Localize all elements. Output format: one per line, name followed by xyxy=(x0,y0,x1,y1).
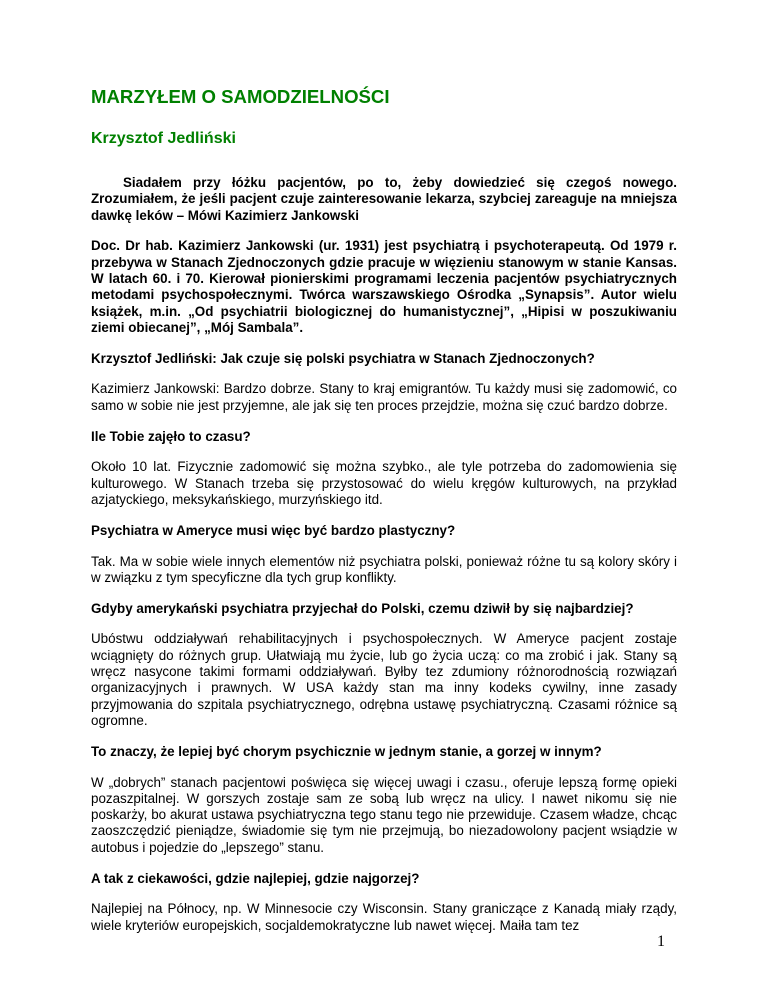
answer-4: Ubóstwu oddziaływań rehabilitacyjnych i psychospołecznych. W Ameryce pacjent zostaje wciągnięty do różnych grup. Ułatwiają mu życie, lub go życia uczą: co ma zrobić i jak. Stany są wręcz nasycone takimi formami oddziaływań. Byłby tez zdumiony różnorodnością rozwiązań organizacyjnych i prawnych. W USA każdy stan ma inny kodeks cywilny, inne zasady przyjmowania do szpitala psychiatrycznego, odrębna ustawę psychiatryczną. Czasami różnice są ogromne. xyxy=(91,631,677,728)
question-6: A tak z ciekawości, gdzie najlepiej, gdzie najgorzej? xyxy=(91,870,420,886)
page-number: 1 xyxy=(657,933,665,950)
article-title: MARZYŁEM O SAMODZIELNOŚCI xyxy=(91,86,390,107)
bio-paragraph: Doc. Dr hab. Kazimierz Jankowski (ur. 1931) jest psychiatrą i psychoterapeutą. Od 1979 r. przebywa w Stanach Zjednoczonych gdzie pracuje w więzieniu stanowym w stanie Kansas. W latach 60. i 70. Kierował pionierskimi programami leczenia pacjentów psychiatrycznych metodami psychospołecznymi. Twórca warszawskiego Ośrodka „Synapsis”. Autor wielu książek, m.in. „Od psychiatrii biologicznej do humanistycznej”, „Hipisi w poszukiwaniu ziemi obiecanej”, „Mój Sambala”. xyxy=(91,238,677,335)
lead-paragraph: Siadałem przy łóżku pacjentów, po to, żeby dowiedzieć się czegoś nowego. Zrozumiałem, że jeśli pacjent czuje zainteresowanie lekarza, szybciej zareaguje na mniejsza dawkę leków – Mówi Kazimierz Jankowski xyxy=(91,175,677,223)
question-1: Krzysztof Jedliński: Jak czuje się polski psychiatra w Stanach Zjednoczonych? xyxy=(91,350,595,366)
question-5: To znaczy, że lepiej być chorym psychicznie w jednym stanie, a gorzej w innym? xyxy=(91,743,602,759)
article-body xyxy=(91,175,677,948)
answer-1: Kazimierz Jankowski: Bardzo dobrze. Stany to kraj emigrantów. Tu każdy musi się zadomowić, co samo w sobie nie jest przyjemne, ale jak się ten proces przejdzie, można się czuć bardzo dobrze. xyxy=(91,381,677,413)
article-author: Krzysztof Jedliński xyxy=(91,130,236,147)
answer-6: Najlepiej na Północy, np. W Minnesocie czy Wisconsin. Stany graniczące z Kanadą miały rządy, wiele kryteriów europejskich, socjaldemokratyczne lub nawet więcej. Maiła tam tez xyxy=(91,901,677,933)
question-3: Psychiatra w Ameryce musi więc być bardzo plastyczny? xyxy=(91,522,456,538)
answer-5: W „dobrych” stanach pacjentowi poświęca się więcej uwagi i czasu., oferuje lepszą formę opieki pozaszpitalnej. W gorszych zostaje sam ze sobą lub wręcz na ulicy. I nawet nikomu się nie poskarży, bo akurat ustawa psychiatryczna tego stanu tego nie przewiduje. Czasem władze, chcąc zaoszczędzić pieniądze, świadomie się tym nie przejmują, bo niezadowolony pacjent wsiądzie w autobus i pojedzie do „lepszego” stanu. xyxy=(91,774,677,855)
answer-2: Około 10 lat. Fizycznie zadomowić się można szybko., ale tyle potrzeba do zadomowienia się kulturowego. W Stanach trzeba się przystosować do wielu kręgów kulturowych, na przykład azjatyckiego, meksykańskiego, murzyńskiego itd. xyxy=(91,459,677,507)
question-2: Ile Tobie zajęło to czasu? xyxy=(91,428,251,444)
answer-3: Tak. Ma w sobie wiele innych elementów niż psychiatra polski, ponieważ różne tu są kolory skóry i w związku z tym specyficzne dla tych grup konflikty. xyxy=(91,553,677,585)
question-4: Gdyby amerykański psychiatra przyjechał do Polski, czemu dziwił by się najbardziej? xyxy=(91,600,634,616)
